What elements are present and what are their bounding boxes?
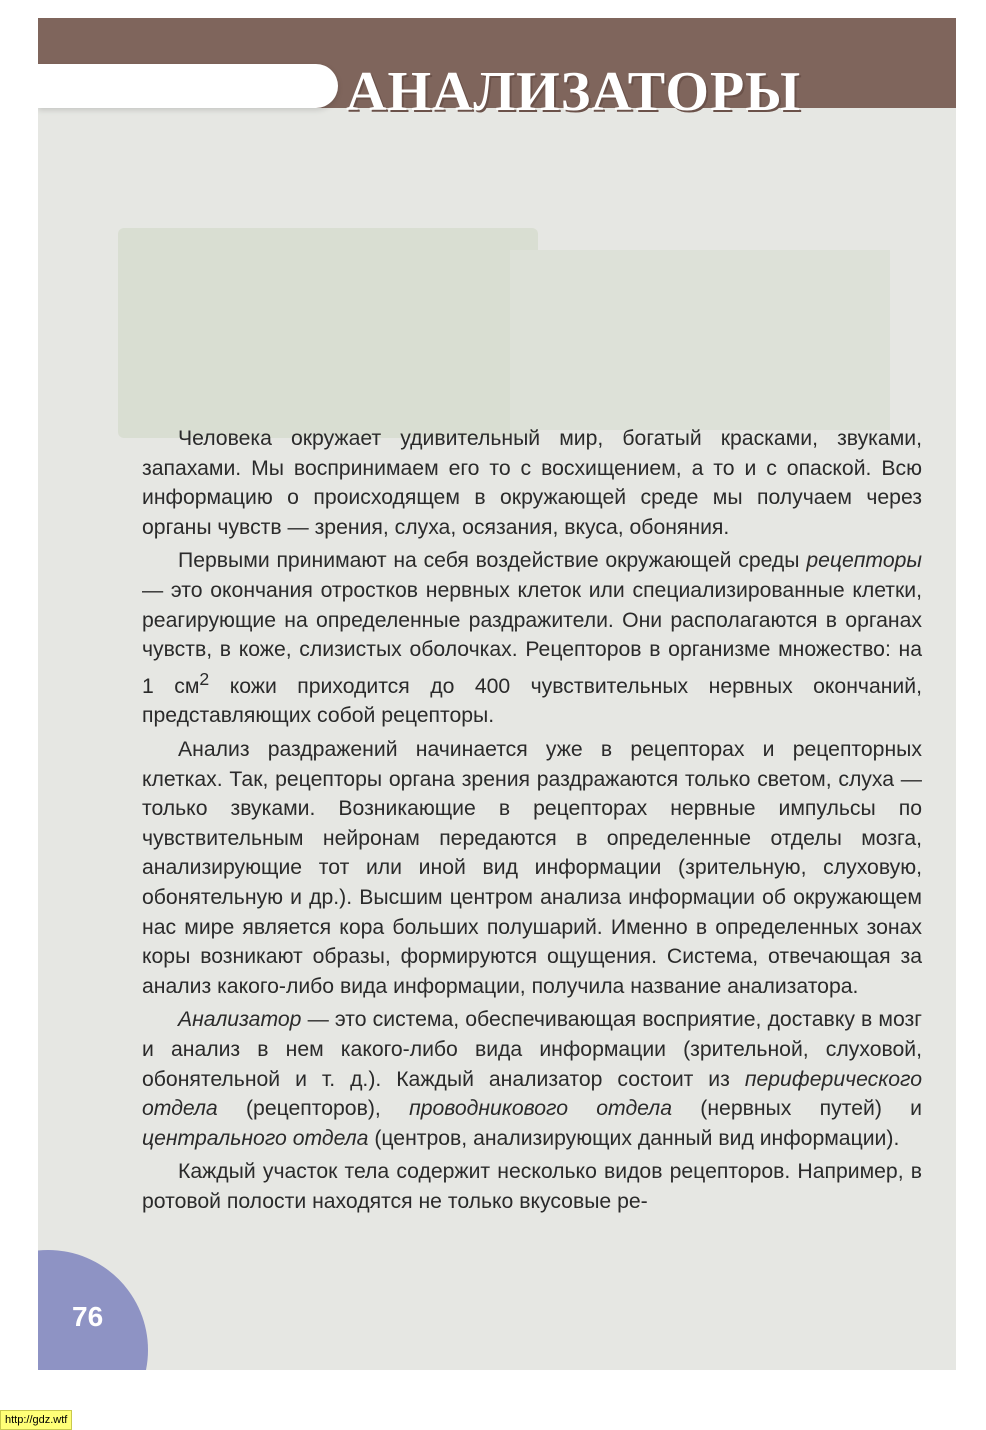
body-text: [142, 424, 922, 1217]
bleed-through-block: [118, 228, 538, 438]
paragraph: Анализ раздражений начинается уже в рецепторах и рецепторных клетках. Так, рецепторы органа зрения раздражаются только светом, слуха — только звуками. Возникающие в рецепторах нервные импульсы по чувствительным нейронам передаются в определенные отделы мозга, анализирующие тот или иной вид информации (зрительную, слуховую, обонятельную и др.). Высшим центром анализа информации об окружающем нас мире является кора больших полушарий. Именно в определенных зонах коры возникают образы, формируются ощущения. Система, отвечающая за анализ какого-либо вида информации, получила название анализатора.: [142, 738, 922, 998]
paragraph: Анализатор — это система, обеспечивающая восприятие, доставку в мозг и анализ в нем какого-либо вида информации (зрительной, слуховой, обонятельной и т. д.). Каждый анализатор состоит из периферического отдела (рецепторов), проводникового отдела (нервных путей) и центрального отдела (центров, анализирующих данный вид информации).: [142, 1008, 922, 1150]
term: проводникового отдела: [409, 1097, 672, 1121]
paragraph: Первыми принимают на себя воздействие окружающей среды рецепторы — это окончания отростков нервных клеток или специализированные клетки, реагирующие на определенные раздражители. Они располагаются в органах чувств, в коже, слизистых оболочках. Рецепторов в организме множество: на 1 $см^2$ кожи приходится до 400 чувствительных нервных окончаний, представляющих собой рецепторы.: [142, 549, 923, 728]
paragraph: Каждый участок тела содержит несколько видов рецепторов. Например, в ротовой полости находятся не только вкусовые ре-: [142, 1160, 922, 1213]
source-link[interactable]: http://gdz.wtf: [0, 1410, 72, 1430]
bleed-through-block: [510, 250, 890, 430]
term: рецепторы: [806, 549, 923, 573]
paragraph: Человека окружает удивительный мир, богатый красками, звуками, запахами. Мы воспринимаем его то с восхищением, а то и с опаской. Всю информацию о происходящем в окружающей среде мы получаем через органы чувств — зрения, слуха, осязания, вкуса, обоняния.: [142, 427, 922, 539]
term: периферического отдела: [142, 1067, 922, 1121]
header-pill: [38, 64, 338, 108]
term: Анализатор: [178, 1008, 302, 1032]
page-title: АНАЛИЗАТОРЫ: [346, 61, 802, 123]
book-page: [38, 18, 956, 1370]
page-number: 76: [72, 1301, 104, 1332]
term: центрального отдела: [142, 1126, 369, 1150]
